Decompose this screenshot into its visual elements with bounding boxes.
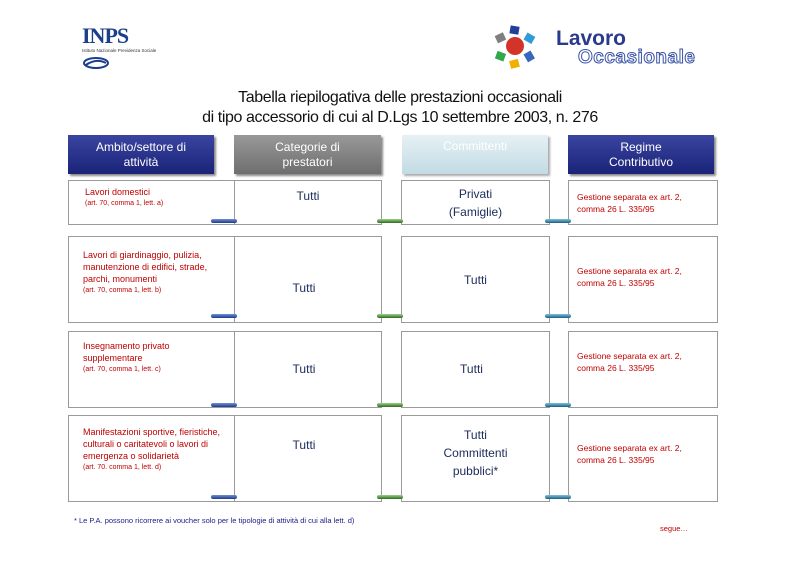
ambito-label: Insegnamento privato supplementare bbox=[83, 341, 170, 363]
page-title-line1: Tabella riepilogativa delle prestazioni occasionali bbox=[238, 89, 562, 106]
prestatori-value: Tutti bbox=[296, 189, 320, 203]
connector-arrow bbox=[377, 314, 403, 318]
table-cell-ambito bbox=[68, 236, 236, 323]
connector-arrow bbox=[211, 403, 237, 407]
connector-arrow bbox=[211, 495, 237, 499]
table-cell-committenti bbox=[401, 180, 550, 225]
column-header-prestatori bbox=[234, 135, 381, 174]
inps-logo-mark: INPS bbox=[82, 23, 129, 48]
ambito-label: Lavori di giardinaggio, pulizia, manutenzione di edifici, strade, parchi, monumenti bbox=[83, 250, 208, 284]
column-header-committenti-label: Committenti bbox=[442, 139, 507, 153]
table-cell-prestatori bbox=[234, 236, 382, 323]
inps-logo bbox=[82, 24, 182, 76]
regime-value: Gestione separata ex art. 2, comma 26 L. 335/95 bbox=[577, 266, 682, 288]
table-cell-regime bbox=[568, 331, 718, 408]
connector-arrow bbox=[377, 403, 403, 407]
lavoro-occasionale-logo bbox=[492, 24, 712, 72]
inps-swirl-icon bbox=[82, 56, 110, 70]
connector-arrow bbox=[545, 314, 571, 318]
lavoro-logo-title: Lavoro bbox=[556, 27, 627, 50]
column-header-ambito-label: Ambito/settore di attività bbox=[95, 139, 187, 169]
table-cell-prestatori bbox=[234, 180, 382, 225]
column-header-prestatori-label: Categorie di prestatori bbox=[275, 139, 340, 169]
connector-arrow bbox=[545, 219, 571, 223]
ambito-ref: (art. 70, comma 1, lett. a) bbox=[85, 200, 164, 207]
page-title bbox=[100, 88, 700, 128]
table-cell-ambito bbox=[68, 331, 236, 408]
table-cell-regime bbox=[568, 236, 718, 323]
ambito-label: Manifestazioni sportive, fieristiche, culturali o caritatevoli o lavori di emergenza o solidarietà bbox=[83, 427, 221, 461]
committenti-value: Tutti Committenti pubblici* bbox=[443, 428, 508, 478]
committenti-value: Privati (Famiglie) bbox=[448, 187, 503, 219]
table-cell-committenti bbox=[401, 236, 550, 323]
table-cell-ambito bbox=[68, 180, 236, 225]
column-header-regime-label: Regime Contributivo bbox=[608, 139, 674, 169]
connector-arrow bbox=[211, 314, 237, 318]
table-cell-regime bbox=[568, 415, 718, 502]
table-cell-prestatori bbox=[234, 415, 382, 502]
connector-arrow bbox=[545, 403, 571, 407]
prestatori-value: Tutti bbox=[292, 362, 316, 376]
ambito-text bbox=[69, 332, 235, 376]
prestatori-value: Tutti bbox=[292, 438, 316, 452]
connector-arrow bbox=[211, 219, 237, 223]
table-cell-ambito bbox=[68, 415, 236, 502]
ambito-ref: (art. 70, comma 1, lett. b) bbox=[83, 287, 162, 294]
ambito-ref: (art. 70, comma 1, lett. c) bbox=[83, 366, 161, 373]
footnote: * Le P.A. possono ricorrere ai voucher solo per le tipologie di attività di cui alla lett. d) bbox=[74, 516, 355, 525]
ambito-text bbox=[69, 181, 235, 210]
regime-value: Gestione separata ex art. 2, comma 26 L. 335/95 bbox=[577, 443, 682, 465]
connector-arrow bbox=[545, 495, 571, 499]
column-header-regime bbox=[568, 135, 714, 174]
prestatori-value: Tutti bbox=[292, 281, 316, 295]
table-cell-prestatori bbox=[234, 331, 382, 408]
column-header-committenti bbox=[402, 135, 548, 174]
ambito-ref: (art. 70. comma 1, lett. d) bbox=[83, 464, 162, 471]
column-header-ambito bbox=[68, 135, 214, 174]
segue-link[interactable]: segue… bbox=[660, 524, 688, 533]
table-cell-regime bbox=[568, 180, 718, 225]
ambito-label: Lavori domestici bbox=[85, 187, 151, 197]
table-cell-committenti bbox=[401, 415, 550, 502]
lavoro-logo-icon bbox=[492, 24, 538, 70]
regime-value: Gestione separata ex art. 2, comma 26 L. 335/95 bbox=[577, 192, 682, 214]
connector-arrow bbox=[377, 495, 403, 499]
committenti-value: Tutti bbox=[464, 273, 487, 287]
connector-arrow bbox=[377, 219, 403, 223]
table-cell-committenti bbox=[401, 331, 550, 408]
lavoro-logo-subtitle: Occasionale bbox=[578, 47, 696, 68]
ambito-text bbox=[69, 416, 235, 474]
page-title-line2: di tipo accessorio di cui al D.Lgs 10 settembre 2003, n. 276 bbox=[202, 109, 598, 126]
ambito-text bbox=[69, 237, 235, 297]
inps-logo-subtitle: Istituto Nazionale Previdenza Sociale bbox=[82, 48, 157, 53]
regime-value: Gestione separata ex art. 2, comma 26 L. 335/95 bbox=[577, 351, 682, 373]
committenti-value: Tutti bbox=[460, 362, 483, 376]
